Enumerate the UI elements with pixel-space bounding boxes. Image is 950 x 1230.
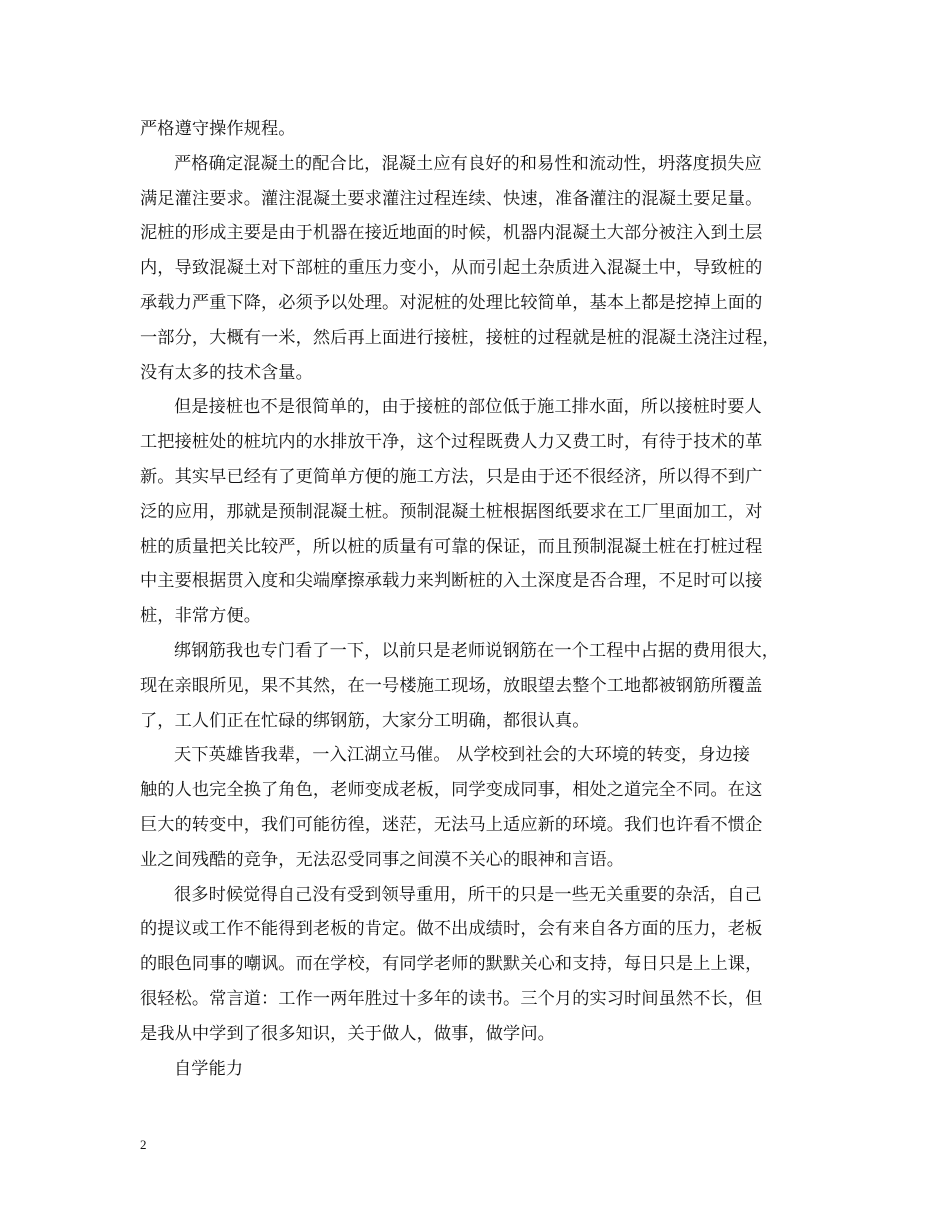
text-line: 业之间残酷的竞争，无法忍受同事之间漠不关心的眼神和言语。 — [140, 849, 625, 870]
text-line: 承载力严重下降，必须予以处理。对泥桩的处理比较简单，基本上都是挖掉上面的 — [140, 292, 763, 313]
text-line: 泥桩的形成主要是由于机器在接近地面的时候，机器内混凝土大部分被注入到土层 — [140, 223, 763, 244]
page-number: 2 — [140, 1137, 147, 1152]
text-line: 严格确定混凝土的配合比，混凝土应有良好的和易性和流动性，坍落度损失应 — [174, 153, 762, 174]
text-line: 自学能力 — [174, 1058, 244, 1079]
document-body — [140, 112, 820, 1086]
text-line: 触的人也完全换了角色，老师变成老板，同学变成同事，相处之道完全不同。在这 — [140, 780, 763, 801]
text-line: 是我从中学到了很多知识，关于做人，做事，做学问。 — [140, 1023, 555, 1044]
paragraph — [140, 878, 820, 1052]
paragraph — [140, 390, 820, 634]
text-line: 天下英雄皆我辈，一入江湖立马催。 从学校到社会的大环境的转变，身边接 — [174, 745, 751, 766]
text-line: 严格遵守操作规程。 — [140, 119, 296, 139]
text-line: 满足灌注要求。灌注混凝土要求灌注过程连续、快速，准备灌注的混凝土要足量。 — [140, 188, 763, 209]
text-line: 绑钢筋我也专门看了一下，以前只是老师说钢筋在一个工程中占据的费用很大， — [174, 640, 780, 661]
paragraph — [140, 634, 820, 738]
text-line: 没有太多的技术含量。 — [140, 362, 313, 383]
paragraph — [140, 112, 820, 147]
text-line: 很多时候觉得自己没有受到领导重用，所干的只是一些无关重要的杂活，自己 — [174, 884, 762, 905]
paragraph — [140, 738, 820, 877]
text-line: 的提议或工作不能得到老板的肯定。做不出成绩时，会有来自各方面的压力，老板 — [140, 919, 763, 940]
text-line: 巨大的转变中，我们可能彷徨，迷茫，无法马上适应新的环境。我们也许看不惯企 — [140, 814, 763, 835]
text-line: 很轻松。常言道：工作一两年胜过十多年的读书。三个月的实习时间虽然不长，但 — [140, 988, 763, 1009]
text-line: 工把接桩处的桩坑内的水排放干净，这个过程既费人力又费工时，有待于技术的革 — [140, 432, 763, 453]
text-line: 了，工人们正在忙碌的绑钢筋，大家分工明确，都很认真。 — [140, 710, 590, 731]
text-line: 桩的质量把关比较严，所以桩的质量有可靠的保证，而且预制混凝土桩在打桩过程 — [140, 536, 763, 557]
paragraph — [140, 147, 820, 391]
text-line: 桩，非常方便。 — [140, 606, 262, 627]
text-line: 一部分，大概有一米，然后再上面进行接桩，接桩的过程就是桩的混凝土浇注过程， — [140, 327, 780, 348]
text-line: 但是接桩也不是很简单的，由于接桩的部位低于施工排水面，所以接桩时要人 — [174, 397, 762, 418]
text-line: 现在亲眼所见，果不其然，在一号楼施工现场，放眼望去整个工地都被钢筋所覆盖 — [140, 675, 763, 696]
text-line: 的眼色同事的嘲讽。而在学校，有同学老师的默默关心和支持，每日只是上上课， — [140, 954, 763, 975]
text-line: 泛的应用，那就是预制混凝土桩。预制混凝土桩根据图纸要求在工厂里面加工，对 — [140, 501, 763, 522]
paragraph — [140, 1052, 820, 1087]
text-line: 中主要根据贯入度和尖端摩擦承载力来判断桩的入土深度是否合理，不足时可以接 — [140, 571, 763, 592]
text-line: 内，导致混凝土对下部桩的重压力变小，从而引起土杂质进入混凝土中，导致桩的 — [140, 258, 763, 279]
text-line: 新。其实早已经有了更简单方便的施工方法，只是由于还不很经济，所以得不到广 — [140, 466, 763, 487]
